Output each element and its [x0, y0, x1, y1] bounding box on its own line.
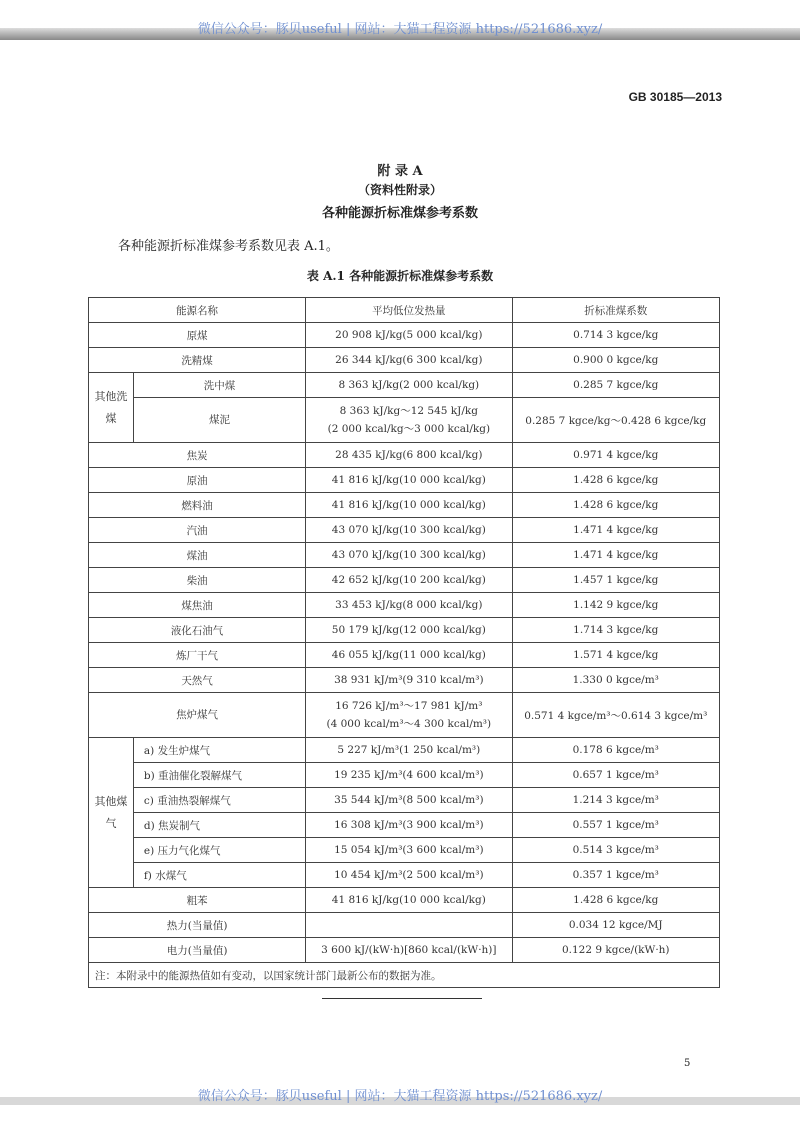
appendix-type: （资料性附录） — [357, 183, 442, 197]
table-row — [89, 373, 720, 398]
table-row — [89, 738, 720, 763]
heat-value: 33 453 kJ/kg(8 000 kcal/kg) — [306, 593, 512, 618]
heat-value: 19 235 kJ/m³(4 600 kcal/m³) — [306, 763, 512, 788]
energy-name: e) 压力气化煤气 — [133, 838, 305, 863]
coefficient: 1.571 4 kgce/kg — [512, 643, 720, 668]
table-row — [89, 693, 720, 738]
header-coefficient: 折标准煤系数 — [512, 298, 720, 323]
energy-name: f) 水煤气 — [133, 863, 305, 888]
energy-name: 煤泥 — [133, 398, 305, 443]
group-label: 其他煤气 — [89, 738, 134, 888]
energy-name: 天然气 — [89, 668, 306, 693]
group-label: 其他洗煤 — [89, 373, 134, 443]
coefficient: 1.428 6 kgce/kg — [512, 493, 720, 518]
appendix-title: 附 录 A — [377, 164, 423, 179]
energy-name: 热力(当量值) — [89, 913, 306, 938]
coefficient: 1.428 6 kgce/kg — [512, 888, 720, 913]
table-row — [89, 518, 720, 543]
coefficient: 0.514 3 kgce/m³ — [512, 838, 720, 863]
header-heat-value: 平均低位发热量 — [306, 298, 512, 323]
heat-value — [306, 398, 512, 443]
heat-value: 38 931 kJ/m³(9 310 kcal/m³) — [306, 668, 512, 693]
table-row — [89, 348, 720, 373]
table-note: 注：本附录中的能源热值如有变动，以国家统计部门最新公布的数据为准。 — [89, 963, 720, 988]
heat-value — [306, 913, 512, 938]
coefficient: 0.571 4 kgce/m³～0.614 3 kgce/m³ — [512, 693, 720, 738]
heat-value-line1: 8 363 kJ/kg～12 545 kJ/kg — [339, 405, 478, 417]
heat-value: 10 454 kJ/m³(2 500 kcal/m³) — [306, 863, 512, 888]
table-row — [89, 543, 720, 568]
heat-value: 46 055 kJ/kg(11 000 kcal/kg) — [306, 643, 512, 668]
heat-value: 50 179 kJ/kg(12 000 kcal/kg) — [306, 618, 512, 643]
energy-name: 汽油 — [89, 518, 306, 543]
energy-name: 煤焦油 — [89, 593, 306, 618]
standard-number: GB 30185—2013 — [628, 90, 722, 104]
energy-coefficient-table — [88, 297, 720, 988]
heat-value-line2: (2 000 kcal/kg～3 000 kcal/kg) — [327, 423, 491, 435]
heat-value: 5 227 kJ/m³(1 250 kcal/m³) — [306, 738, 512, 763]
table-row — [89, 323, 720, 348]
table-row — [89, 763, 720, 788]
coefficient: 0.900 0 kgce/kg — [512, 348, 720, 373]
energy-name: 洗精煤 — [89, 348, 306, 373]
energy-name: c) 重油热裂解煤气 — [133, 788, 305, 813]
table-row — [89, 913, 720, 938]
heat-value: 35 544 kJ/m³(8 500 kcal/m³) — [306, 788, 512, 813]
table-row — [89, 668, 720, 693]
heat-value-line2: (4 000 kcal/m³～4 300 kcal/m³) — [326, 718, 492, 730]
energy-name: b) 重油催化裂解煤气 — [133, 763, 305, 788]
energy-name: 炼厂干气 — [89, 643, 306, 668]
coefficient: 1.428 6 kgce/kg — [512, 468, 720, 493]
coefficient: 0.557 1 kgce/m³ — [512, 813, 720, 838]
table-row — [89, 493, 720, 518]
heat-value: 41 816 kJ/kg(10 000 kcal/kg) — [306, 468, 512, 493]
table-caption: 表 A.1 各种能源折标准煤参考系数 — [306, 269, 494, 283]
table-row — [89, 468, 720, 493]
energy-name: 原煤 — [89, 323, 306, 348]
coefficient: 0.178 6 kgce/m³ — [512, 738, 720, 763]
watermark-top: 微信公众号：豚贝useful | 网站：大猫工程资源 https://521686.xyz/ — [197, 22, 603, 37]
coefficient: 0.122 9 kgce/(kW·h) — [512, 938, 720, 963]
coefficient: 1.471 4 kgce/kg — [512, 518, 720, 543]
note-row — [89, 963, 720, 988]
coefficient: 0.657 1 kgce/m³ — [512, 763, 720, 788]
energy-name: 洗中煤 — [133, 373, 305, 398]
heat-value: 43 070 kJ/kg(10 300 kcal/kg) — [306, 518, 512, 543]
energy-name: d) 焦炭制气 — [133, 813, 305, 838]
coefficient: 0.971 4 kgce/kg — [512, 443, 720, 468]
heat-value — [306, 693, 512, 738]
table-row — [89, 813, 720, 838]
table-row — [89, 888, 720, 913]
appendix-name: 各种能源折标准煤参考系数 — [321, 206, 478, 221]
table-row — [89, 398, 720, 443]
heat-value: 28 435 kJ/kg(6 800 kcal/kg) — [306, 443, 512, 468]
energy-name: 电力(当量值) — [89, 938, 306, 963]
coefficient: 0.285 7 kgce/kg～0.428 6 kgce/kg — [512, 398, 720, 443]
heat-value: 3 600 kJ/(kW·h)[860 kcal/(kW·h)] — [306, 938, 512, 963]
end-rule — [322, 998, 482, 999]
coefficient: 1.471 4 kgce/kg — [512, 543, 720, 568]
coefficient: 1.330 0 kgce/m³ — [512, 668, 720, 693]
energy-name: a) 发生炉煤气 — [133, 738, 305, 763]
intro-text: 各种能源折标准煤参考系数见表 A.1。 — [118, 239, 339, 254]
energy-name: 粗苯 — [89, 888, 306, 913]
energy-name: 煤油 — [89, 543, 306, 568]
table-row — [89, 593, 720, 618]
coefficient: 1.457 1 kgce/kg — [512, 568, 720, 593]
table-row — [89, 643, 720, 668]
coefficient: 1.142 9 kgce/kg — [512, 593, 720, 618]
energy-name: 柴油 — [89, 568, 306, 593]
coefficient: 0.714 3 kgce/kg — [512, 323, 720, 348]
heat-value: 43 070 kJ/kg(10 300 kcal/kg) — [306, 543, 512, 568]
table-row — [89, 443, 720, 468]
coefficient: 0.357 1 kgce/m³ — [512, 863, 720, 888]
watermark-bottom: 微信公众号：豚贝useful | 网站：大猫工程资源 https://521686.xyz/ — [197, 1089, 603, 1104]
table-row — [89, 568, 720, 593]
table-row — [89, 938, 720, 963]
heat-value: 15 054 kJ/m³(3 600 kcal/m³) — [306, 838, 512, 863]
coefficient: 0.285 7 kgce/kg — [512, 373, 720, 398]
heat-value: 26 344 kJ/kg(6 300 kcal/kg) — [306, 348, 512, 373]
table-row — [89, 618, 720, 643]
energy-name: 燃料油 — [89, 493, 306, 518]
energy-name: 原油 — [89, 468, 306, 493]
energy-name: 液化石油气 — [89, 618, 306, 643]
heat-value: 41 816 kJ/kg(10 000 kcal/kg) — [306, 493, 512, 518]
energy-name: 焦炭 — [89, 443, 306, 468]
coefficient: 1.714 3 kgce/kg — [512, 618, 720, 643]
coefficient: 0.034 12 kgce/MJ — [512, 913, 720, 938]
coefficient: 1.214 3 kgce/m³ — [512, 788, 720, 813]
table-row — [89, 863, 720, 888]
table-row — [89, 788, 720, 813]
heat-value: 41 816 kJ/kg(10 000 kcal/kg) — [306, 888, 512, 913]
header-energy-name: 能源名称 — [89, 298, 306, 323]
heat-value: 16 308 kJ/m³(3 900 kcal/m³) — [306, 813, 512, 838]
heat-value: 8 363 kJ/kg(2 000 kcal/kg) — [306, 373, 512, 398]
heat-value: 20 908 kJ/kg(5 000 kcal/kg) — [306, 323, 512, 348]
heat-value-line1: 16 726 kJ/m³～17 981 kJ/m³ — [335, 700, 483, 712]
table-row — [89, 838, 720, 863]
table-header-row — [89, 298, 720, 323]
energy-name: 焦炉煤气 — [89, 693, 306, 738]
page-number: 5 — [684, 1058, 691, 1069]
heat-value: 42 652 kJ/kg(10 200 kcal/kg) — [306, 568, 512, 593]
